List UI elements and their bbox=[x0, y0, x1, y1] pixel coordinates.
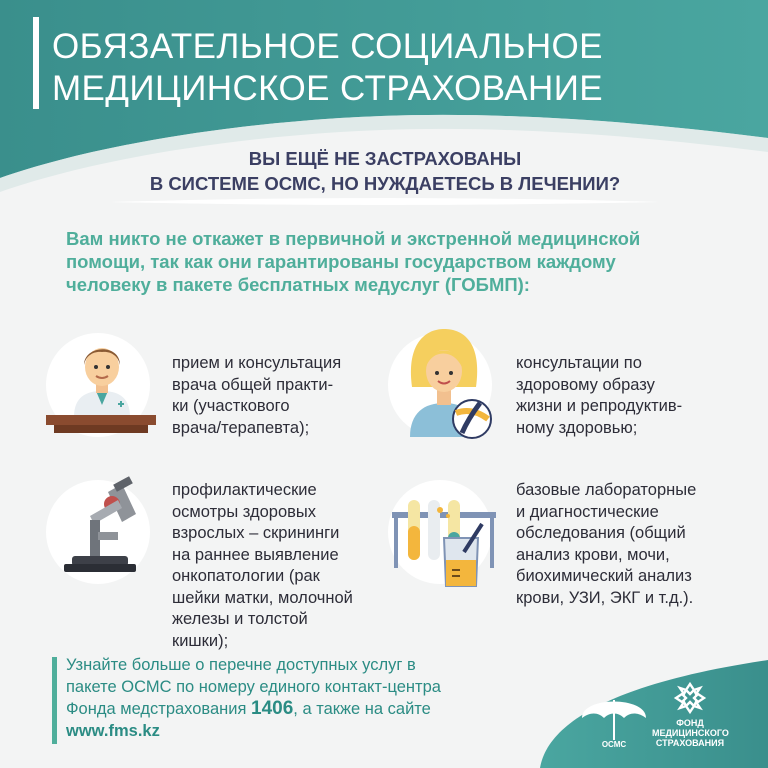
doctor-icon bbox=[44, 325, 160, 441]
item-lifestyle-text bbox=[516, 353, 682, 439]
item-line: здоровому образу bbox=[516, 375, 655, 394]
footer-line-3 bbox=[66, 698, 536, 721]
item-line: ки (участкового bbox=[172, 397, 290, 415]
contact-phone-number[interactable]: 1406 bbox=[251, 698, 294, 719]
footer-line-3-suffix: , а также на сайте bbox=[293, 700, 431, 718]
osms-logo-label: ОСМС bbox=[601, 740, 627, 749]
item-line: онкопатологии (рак bbox=[172, 567, 320, 585]
intro-line-3: человеку в пакете бесплатных медуслуг (ГОБМП): bbox=[66, 274, 530, 295]
item-line: шейки матки, молочной bbox=[172, 588, 353, 607]
fund-label-line: СТРАХОВАНИЯ bbox=[655, 738, 725, 748]
title-line-1: ОБЯЗАТЕЛЬНОЕ СОЦИАЛЬНОЕ bbox=[52, 27, 603, 66]
footer-line-3-prefix: Фонда медстрахования bbox=[66, 700, 252, 718]
question-heading bbox=[90, 146, 680, 196]
fund-label-line: МЕДИЦИНСКОГО bbox=[652, 728, 729, 738]
item-line: кишки); bbox=[172, 631, 229, 650]
title-accent-bar bbox=[33, 17, 39, 109]
fund-logo-icon bbox=[672, 680, 708, 716]
item-line: железы и толстой bbox=[172, 610, 308, 628]
website-link[interactable]: www.fms.kz bbox=[66, 721, 160, 740]
footer-line-1: Узнайте больше о перечне доступных услуг в bbox=[66, 656, 416, 674]
question-line-2: В СИСТЕМЕ ОСМС, НО НУЖДАЕТЕСЬ В ЛЕЧЕНИИ? bbox=[149, 173, 621, 194]
item-line: на раннее выявление bbox=[172, 545, 339, 564]
item-line: взрослых – скрининги bbox=[172, 524, 340, 542]
lab-tubes-icon bbox=[386, 486, 502, 590]
item-lab-text bbox=[516, 480, 696, 609]
item-line: жизни и репродуктив- bbox=[516, 397, 683, 415]
item-line: анализ крови, мочи, bbox=[516, 545, 670, 564]
fund-label-line: ФОНД bbox=[676, 718, 704, 728]
footer-line-2: пакете ОСМС по номеру единого контакт-центра bbox=[66, 677, 441, 696]
intro-line-2: помощи, так как они гарантированы государством каждому bbox=[66, 251, 616, 272]
item-line: и диагностические bbox=[516, 502, 659, 521]
woman-with-ball-icon bbox=[386, 323, 502, 441]
item-line: базовые лабораторные bbox=[516, 481, 697, 499]
item-line: обследования (общий bbox=[516, 524, 686, 542]
item-line: прием и консультация bbox=[172, 354, 342, 372]
microscope-icon bbox=[50, 470, 160, 588]
question-line-1: ВЫ ЕЩЁ НЕ ЗАСТРАХОВАНЫ bbox=[248, 148, 522, 169]
page-title bbox=[52, 26, 752, 110]
item-line: ному здоровью; bbox=[516, 418, 638, 437]
item-screening-text bbox=[172, 480, 353, 652]
item-line: крови, УЗИ, ЭКГ и т.д.). bbox=[516, 588, 694, 607]
footer-info bbox=[66, 655, 536, 742]
item-line: осмотры здоровых bbox=[172, 502, 316, 521]
intro-text bbox=[66, 227, 736, 296]
footer-accent-bar bbox=[52, 657, 57, 744]
intro-line-1: Вам никто не откажет в первичной и экстренной медицинской bbox=[66, 228, 641, 249]
title-line-2: МЕДИЦИНСКОЕ СТРАХОВАНИЕ bbox=[52, 69, 603, 108]
item-doctor-text bbox=[172, 353, 341, 439]
item-line: биохимический анализ bbox=[516, 567, 692, 585]
fund-logo-label bbox=[652, 718, 728, 748]
question-underline bbox=[110, 196, 660, 208]
item-line: профилактические bbox=[172, 481, 317, 499]
item-line: врача/терапевта); bbox=[172, 418, 310, 437]
item-line: врача общей практи- bbox=[172, 375, 334, 394]
item-line: консультации по bbox=[516, 354, 642, 372]
